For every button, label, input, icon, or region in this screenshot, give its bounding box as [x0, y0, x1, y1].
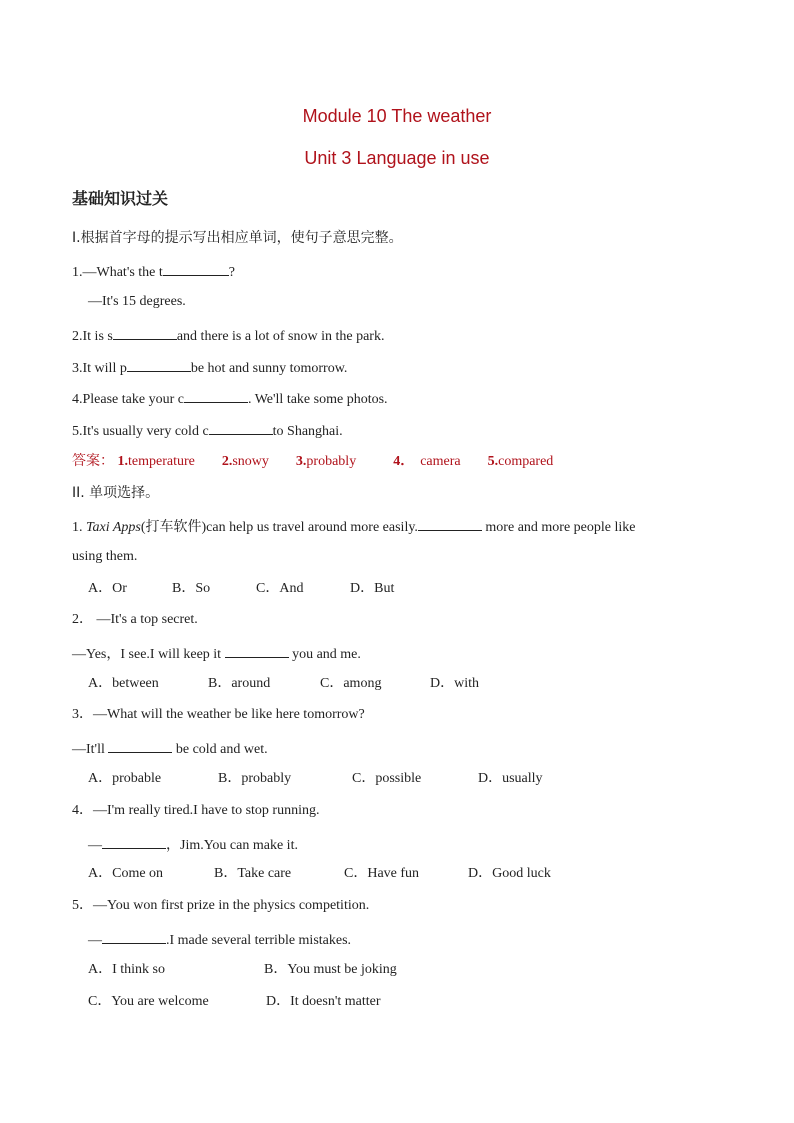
mcq-3-reply: [72, 738, 268, 759]
mcq-2-option-b[interactable]: B．around: [208, 676, 271, 691]
answer-blank: [225, 643, 289, 658]
module-title: Module 10 The weather: [302, 106, 492, 126]
answer-item: 3.probably: [295, 454, 357, 469]
q2-text: 2.It is s: [72, 329, 113, 344]
mcq-3-option-c[interactable]: C．possible: [352, 771, 422, 786]
mcq-4-reply-text: —: [88, 838, 102, 853]
answer-key: [72, 452, 553, 471]
mcq-4: 4．—I'm really tired.I have to stop running.: [72, 803, 320, 818]
answer-blank: [418, 516, 482, 531]
mcq-1: [72, 516, 635, 537]
mcq-1-continued: using them.: [72, 549, 138, 564]
mcq-2-reply: [72, 643, 361, 664]
mcq-2-option-c[interactable]: C．among: [320, 676, 382, 691]
mcq-3-option-b[interactable]: B．probably: [218, 771, 292, 786]
mcq-5-reply-text: —: [88, 933, 102, 948]
mcq-2-reply-text: —Yes，I see.I will keep it: [72, 647, 225, 662]
answer-item: 1.temperature: [117, 454, 195, 469]
answer-item: 5.compared: [487, 454, 554, 469]
q1-suffix: ?: [228, 265, 235, 280]
mcq-2-reply-text-b: you and me.: [288, 647, 361, 662]
mcq-1-italic: Taxi Apps: [86, 520, 141, 535]
q3-text: 3.It will p: [72, 361, 127, 376]
question-1: [72, 261, 235, 282]
mcq-5-reply: [88, 929, 351, 950]
q2-suffix: and there is a lot of snow in the park.: [176, 329, 385, 344]
answer-item: 4． camera: [393, 454, 461, 469]
answer-blank: [113, 325, 177, 340]
part2-instruction: II. 单项选择。: [72, 485, 160, 501]
answer-item: 2.snowy: [221, 454, 269, 469]
mcq-1-text-b: more and more people like: [481, 520, 636, 535]
mcq-4-reply: [88, 834, 298, 855]
mcq-3-reply-text-b: be cold and wet.: [172, 742, 268, 757]
unit-title: Unit 3 Language in use: [304, 148, 490, 168]
question-1-reply: —It's 15 degrees.: [88, 294, 186, 309]
mcq-3: 3．—What will the weather be like here tomorrow?: [72, 707, 365, 722]
mcq-4-option-a[interactable]: A．Come on: [88, 866, 164, 881]
section-heading: 基础知识过关: [72, 189, 169, 208]
mcq-1-option-d[interactable]: D．But: [350, 581, 395, 596]
mcq-4-reply-text-b: ，Jim.You can make it.: [166, 838, 298, 853]
question-3: [72, 357, 347, 378]
mcq-5: 5．—You won first prize in the physics competition.: [72, 898, 370, 913]
mcq-5-option-d[interactable]: D．It doesn't matter: [266, 994, 381, 1009]
mcq-4-option-c[interactable]: C．Have fun: [344, 866, 420, 881]
mcq-5-option-b[interactable]: B．You must be joking: [264, 962, 397, 977]
mcq-1-option-b[interactable]: B．So: [172, 581, 211, 596]
mcq-2: 2． —It's a top secret.: [72, 612, 198, 627]
mcq-5-option-c[interactable]: C．You are welcome: [88, 994, 209, 1009]
answer-blank: [184, 388, 248, 403]
q4-suffix: . We'll take some photos.: [247, 392, 388, 407]
mcq-4-option-b[interactable]: B．Take care: [214, 866, 292, 881]
q3-suffix: be hot and sunny tomorrow.: [190, 361, 348, 376]
mcq-2-option-a[interactable]: A．between: [88, 676, 159, 691]
question-4: [72, 388, 388, 409]
mcq-1-option-c[interactable]: C．And: [256, 581, 304, 596]
mcq-4-option-d[interactable]: D．Good luck: [468, 866, 551, 881]
answer-blank: [102, 929, 166, 944]
mcq-1-text: (打车软件)can help us travel around more easily.: [140, 520, 418, 535]
mcq-5-option-a[interactable]: A．I think so: [88, 962, 165, 977]
mcq-5-reply-text-b: .I made several terrible mistakes.: [166, 933, 352, 948]
q5-text: 5.It's usually very cold c: [72, 424, 209, 439]
answer-blank: [163, 261, 229, 276]
q4-text: 4.Please take your c: [72, 392, 184, 407]
answer-blank: [127, 357, 191, 372]
answer-blank: [108, 738, 172, 753]
mcq-2-option-d[interactable]: D．with: [430, 676, 479, 691]
q5-suffix: to Shanghai.: [272, 424, 343, 439]
mcq-1-number: 1.: [72, 520, 86, 535]
mcq-1-option-a[interactable]: A．Or: [88, 581, 127, 596]
answer-blank: [102, 834, 166, 849]
part1-instruction: I.根据首字母的提示写出相应单词，使句子意思完整。: [72, 230, 403, 246]
mcq-3-option-a[interactable]: A．probable: [88, 771, 162, 786]
q1-text: 1.—What's the t: [72, 265, 163, 280]
answer-blank: [209, 420, 273, 435]
question-5: [72, 420, 343, 441]
answer-label: 答案：: [72, 453, 114, 469]
mcq-3-option-d[interactable]: D．usually: [478, 771, 543, 786]
mcq-3-reply-text: —It'll: [72, 742, 109, 757]
question-2: [72, 325, 384, 346]
